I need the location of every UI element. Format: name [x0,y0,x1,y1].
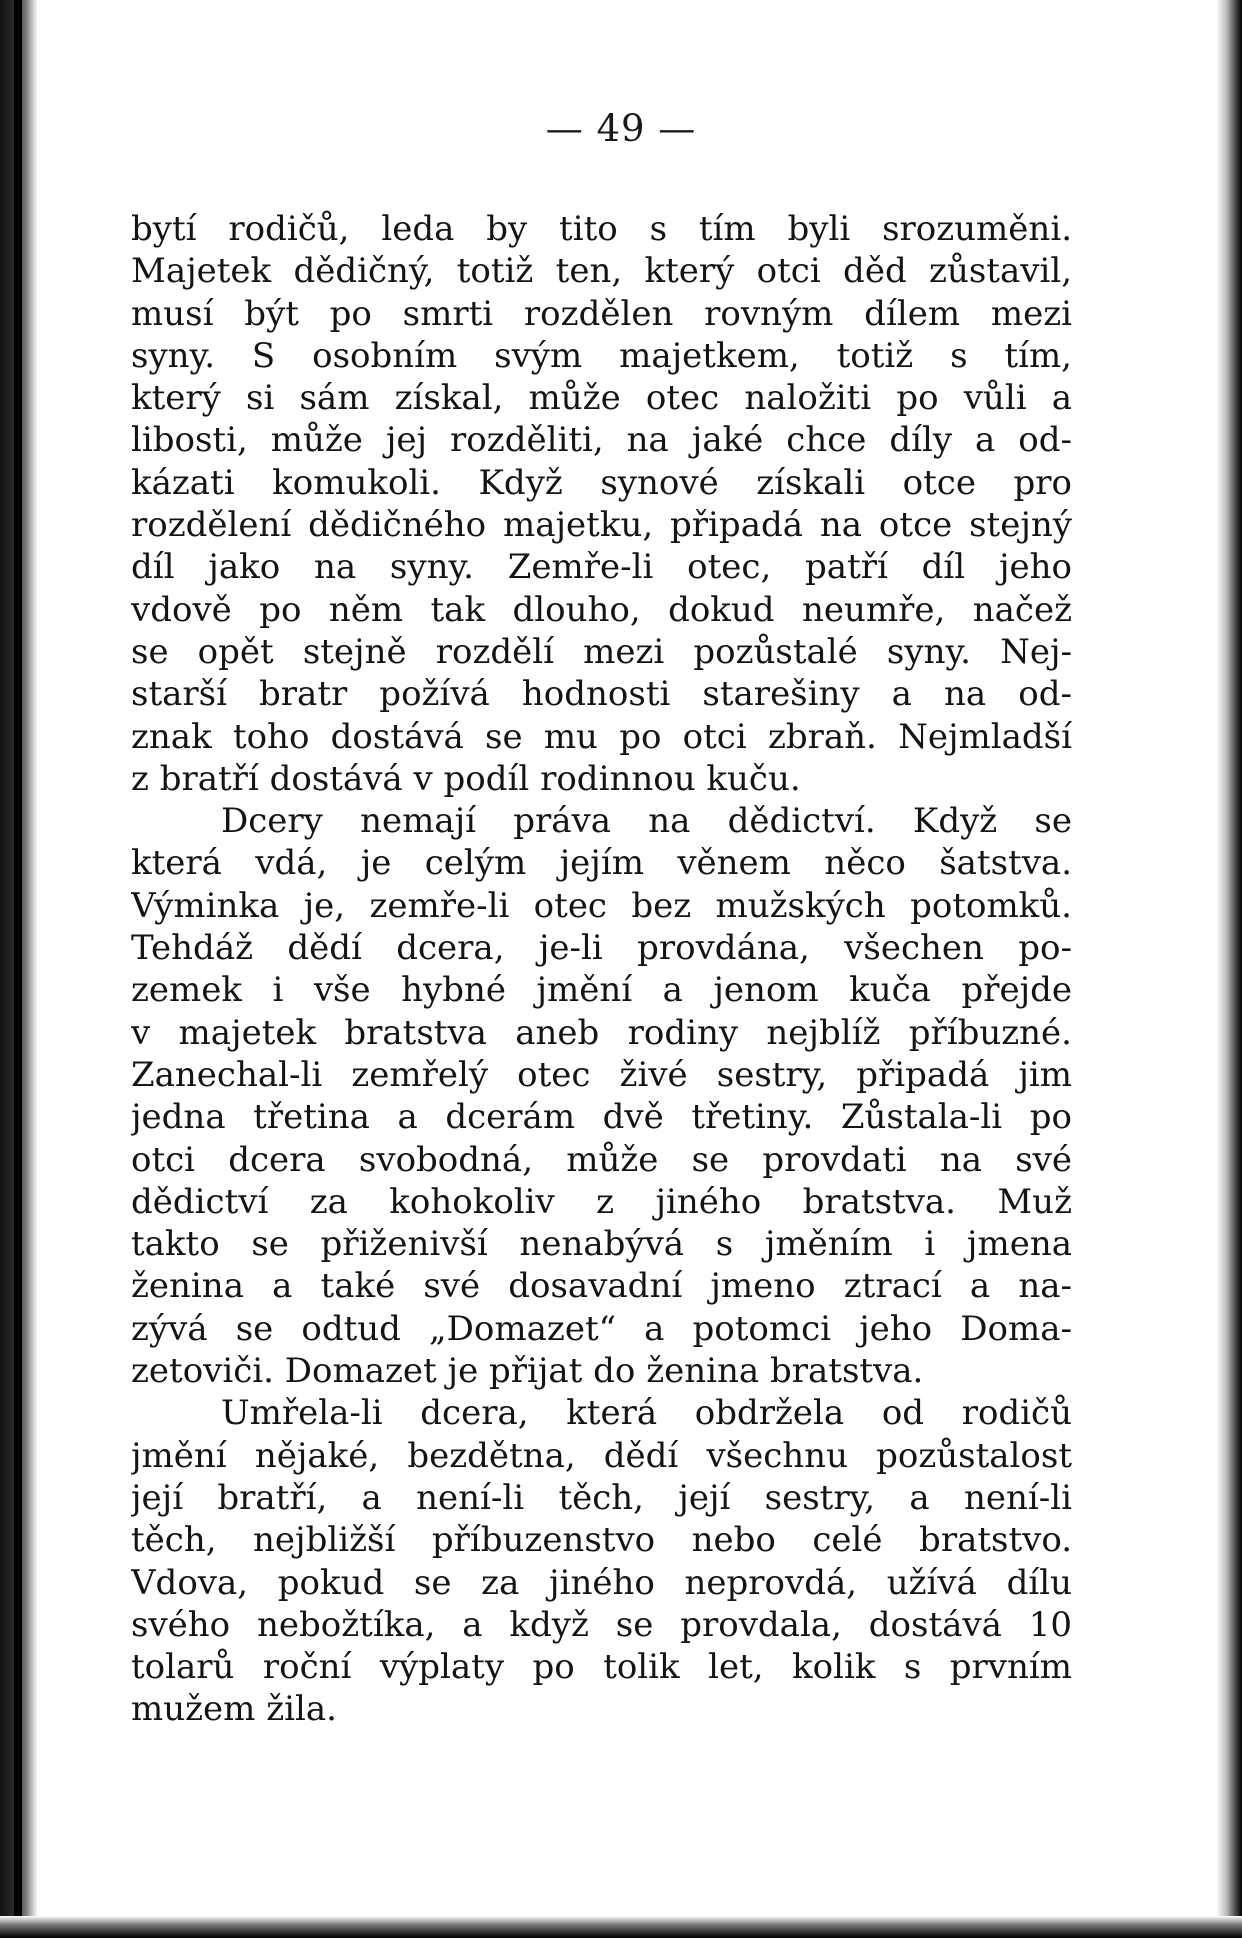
text-line: zemek i vše hybné jmění a jenom kuča přejde [131,970,1072,1011]
text-line: musí být po smrti rozdělen rovným dílem mezi [131,293,1072,334]
text-line: syny. S osobním svým majetkem, totiž s tím, [131,335,1072,376]
text-line: Zanechal-li zemřelý otec živé sestry, připadá jim [131,1054,1072,1095]
text-line: starší bratr požívá hodnosti starešiny a na od- [131,674,1072,715]
right-page-edge [1216,0,1242,1938]
text-line: v majetek bratstva aneb rodiny nejblíž příbuzné. [131,1012,1072,1053]
text-line: znak toho dostává se mu po otci zbraň. Nejmladší [131,716,1072,757]
text-line: mužem žila. [131,1689,337,1730]
text-line: otci dcera svobodná, může se provdati na své [131,1139,1072,1180]
text-line: Tehdáž dědí dcera, je-li provdána, všechen po- [131,928,1072,969]
text-line: která vdá, je celým jejím věnem něco šatstva. [131,843,1072,884]
text-line: Dcery nemají práva na dědictví. Když se [221,801,1072,842]
text-line: libosti, může jej rozděliti, na jaké chce díly a od- [131,420,1072,461]
text-line: Majetek dědičný, totiž ten, který otci děd zůstavil, [131,251,1072,292]
text-line: dědictví za kohokoliv z jiného bratstva. Muž [131,1181,1072,1222]
text-line: který si sám získal, může otec naložiti po vůli a [131,378,1072,419]
text-line: její bratří, a není-li těch, její sestry, a není-li [131,1477,1072,1518]
text-line: Umřela-li dcera, která obdržela od rodičů [221,1393,1072,1434]
text-line: svého nebožtíka, a když se provdala, dostává 10 [131,1604,1072,1645]
page-number: — 49 — [545,107,697,150]
text-line: se opět stejně rozdělí mezi pozůstalé syny. Nej- [131,631,1072,672]
text-line: rozdělení dědičného majetku, připadá na otce stejný [131,505,1072,546]
text-line: díl jako na syny. Zemře-li otec, patří díl jeho [131,547,1072,588]
text-line: Vdova, pokud se za jiného neprovdá, užívá dílu [131,1562,1072,1603]
binding-spine [14,0,22,1938]
text-line: jedna třetina a dcerám dvě třetiny. Zůstala-li po [131,1097,1072,1138]
text-line: z bratří dostává v podíl rodinnou kuču. [131,758,801,799]
text-line: takto se přiženivší nenabývá s jměním i jmena [131,1224,1072,1265]
text-line: zetoviči. Domazet je přijat do ženina bratstva. [131,1351,924,1392]
bottom-page-edge [0,1916,1242,1938]
text-line: bytí rodičů, leda by tito s tím byli srozuměni. [131,209,1072,249]
text-line: jmění nějaké, bezdětna, dědí všechnu pozůstalost [131,1435,1072,1476]
text-line: vdově po něm tak dlouho, dokud neumře, načež [131,589,1072,630]
text-line: zývá se odtud „Domazet“ a potomci jeho Doma- [131,1308,1072,1349]
body-text [131,208,1072,1731]
text-line: Výminka je, zemře-li otec bez mužských potomků. [131,885,1072,926]
text-line: těch, nejbližší příbuzenstvo nebo celé bratstvo. [131,1520,1072,1561]
text-line: ženina a také své dosavadní jmeno ztrací a na- [131,1266,1072,1307]
text-line: tolarů roční výplaty po tolik let, kolik s prvním [131,1647,1072,1688]
text-line: kázati komukoli. Když synové získali otce pro [131,462,1072,503]
